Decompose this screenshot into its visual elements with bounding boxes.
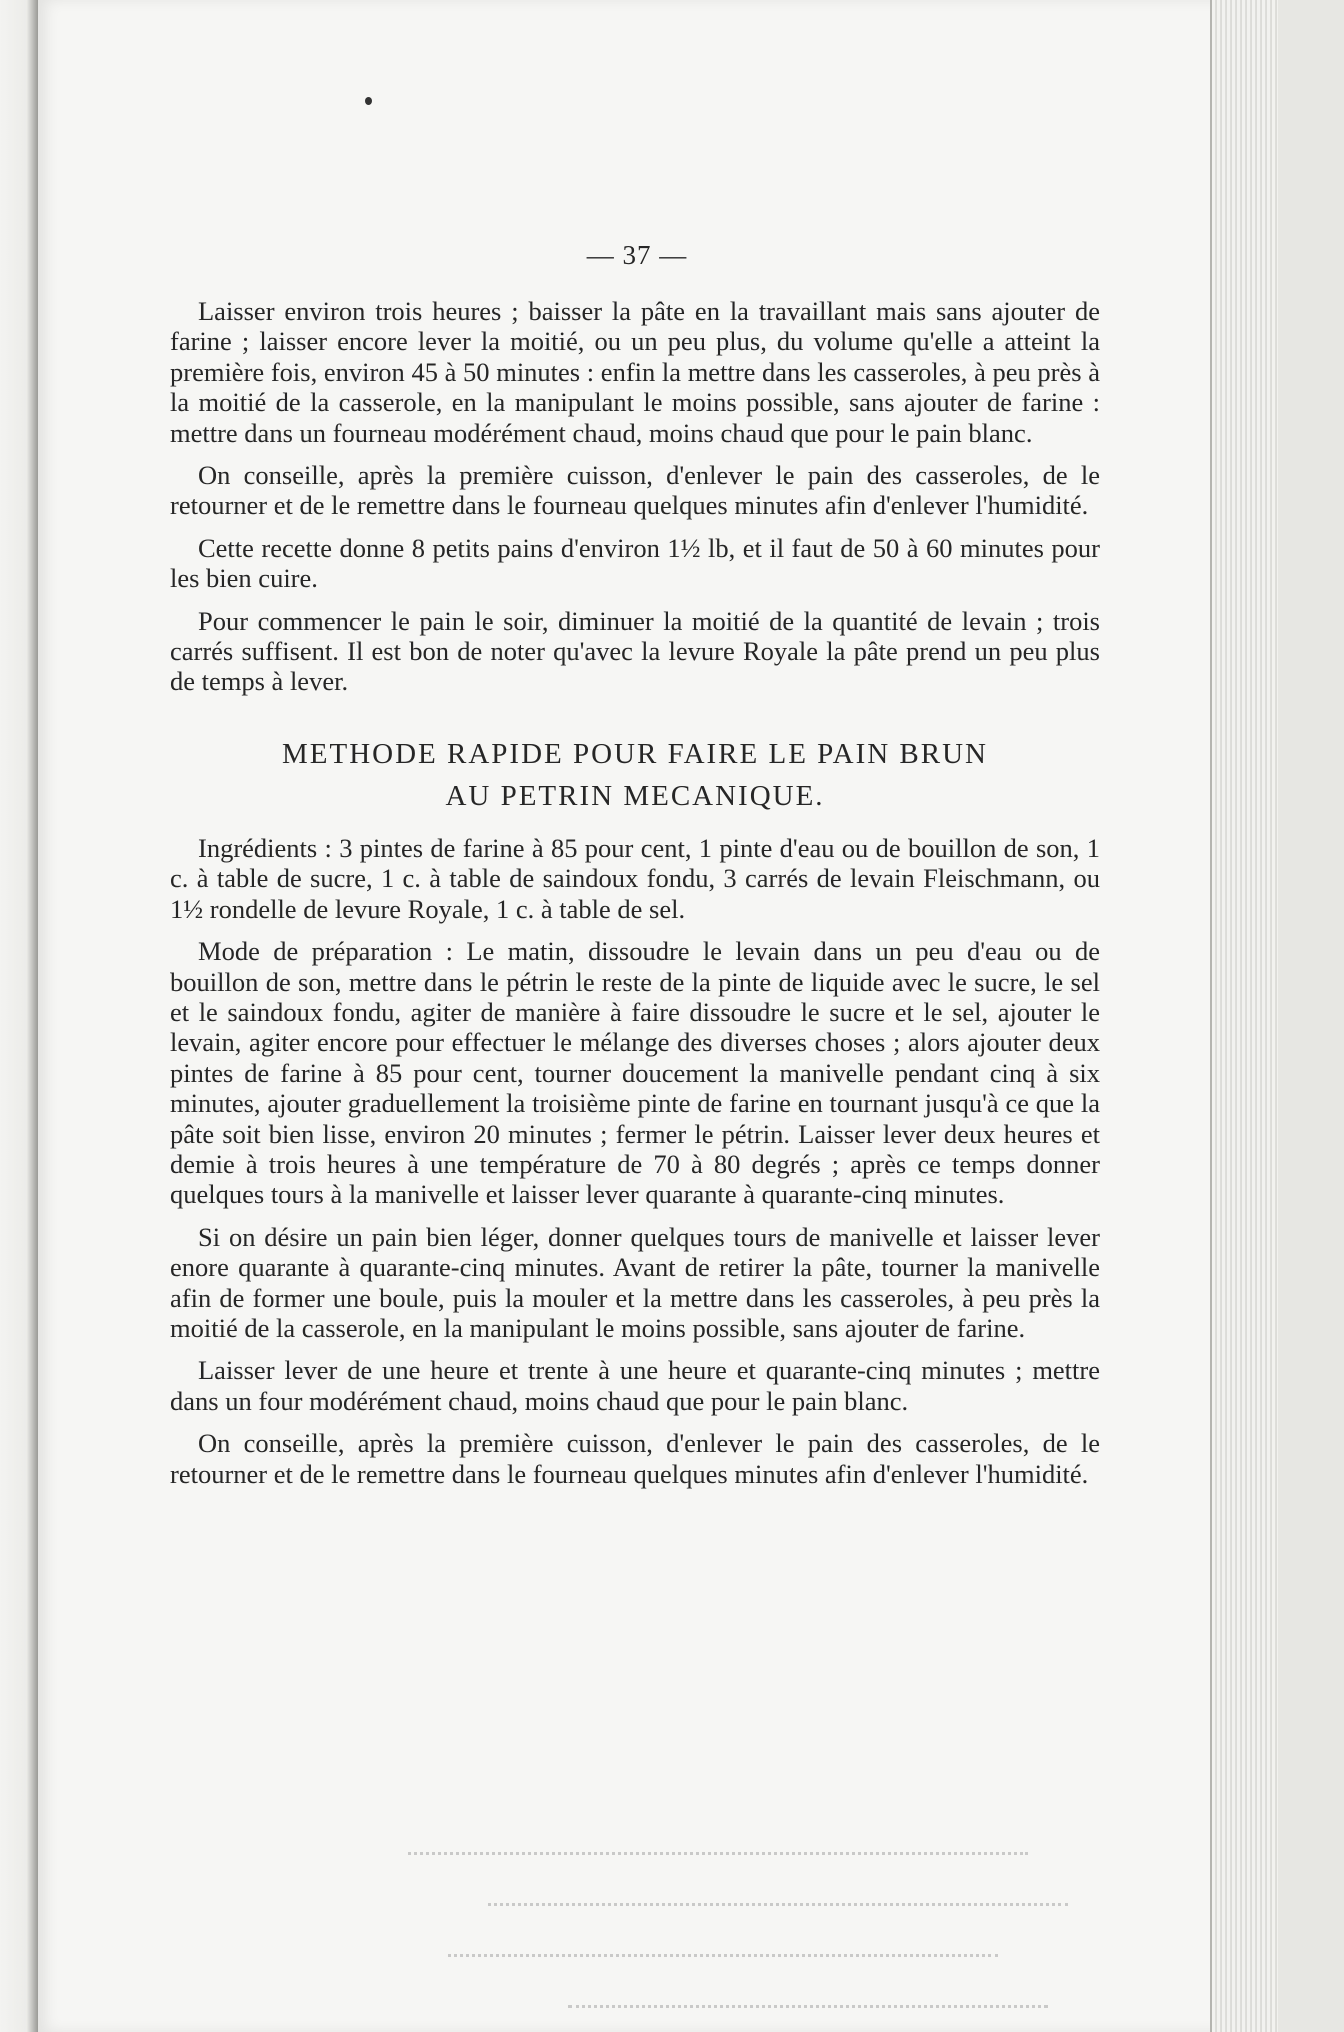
section-heading xyxy=(170,733,1100,817)
show-through-ink xyxy=(368,1818,1088,2030)
facing-page-edge xyxy=(0,0,38,2032)
paragraph: On conseille, après la première cuisson, d'enlever le pain des casseroles, de le retourner et de le remettre dans le fourneau quelques minutes afin d'enlever l'humidité. xyxy=(170,460,1100,521)
paragraph: Laisser lever de une heure et trente à une heure et quarante-cinq minutes ; mettre dans un four modérément chaud, moins chaud que pour le pain blanc. xyxy=(170,1355,1100,1416)
method-paragraph: Mode de préparation : Le matin, dissoudre le levain dans un peu d'eau ou de bouillon de son, mettre dans le pétrin le reste de la pinte de liquide avec le sucre, le sel et le saindoux fondu, agiter de manière à faire dissoudre le sucre et le sel, ajouter le levain, agiter encore pour effectuer le mélange des diverses choses ; alors ajouter deux pintes de farine à 85 pour cent, tourner doucement la manivelle pendant cinq à six minutes, ajouter graduellement la troisième pinte de farine en tournant jusqu'à ce que la pâte soit bien lisse, environ 20 minutes ; fermer le pétrin. Laisser lever deux heures et demie à trois heures à une température de 70 à 80 degrés ; après ce temps donner quelques tours à la manivelle et laisser lever quarante à quarante-cinq minutes. xyxy=(170,936,1100,1210)
paragraph: On conseille, après la première cuisson, d'enlever le pain des casseroles, de le retourner et de le remettre dans le fourneau quelques minutes afin d'enlever l'humidité. xyxy=(170,1428,1100,1489)
page-number: — 37 — xyxy=(586,240,688,270)
paragraph: Pour commencer le pain le soir, diminuer la moitié de la quantité de levain ; trois carrés suffisent. Il est bon de noter qu'avec la levure Royale la pâte prend un peu plus de temps à lever. xyxy=(170,605,1100,697)
ink-spot xyxy=(365,97,372,105)
heading-line-2: AU PETRIN MECANIQUE. xyxy=(445,779,825,812)
book-page xyxy=(38,0,1278,2032)
paragraph: Laisser environ trois heures ; baisser la pâte en la travaillant mais sans ajouter de farine ; laisser encore lever la moitié, ou un peu plus, du volume qu'elle a atteint la première fois, environ 45 à 50 minutes : enfin la mettre dans les casseroles, à peu près à la moitié de la casserole, en la manipulant le moins possible, sans ajouter de farine : mettre dans un fourneau modérément chaud, moins chaud que pour le pain blanc. xyxy=(170,296,1100,448)
page-stack-edge xyxy=(1210,0,1278,2032)
body-text xyxy=(170,296,1100,1501)
ingredients-paragraph: Ingrédients : 3 pintes de farine à 85 pour cent, 1 pinte d'eau ou de bouillon de son, 1 c. à table de sucre, 1 c. à table de saindoux fondu, 3 carrés de levain Fleischmann, ou 1½ rondelle de levure Royale, 1 c. à table de sel. xyxy=(170,832,1100,924)
heading-line-1: METHODE RAPIDE POUR FAIRE LE PAIN BRUN xyxy=(282,737,988,770)
paragraph: Si on désire un pain bien léger, donner quelques tours de manivelle et laisser lever enore quarante à quarante-cinq minutes. Avant de retirer la pâte, tourner la manivelle afin de former une boule, puis la mouler et la mettre dans les casseroles, à peu près la moitié de la casserole, en la manipulant le moins possible, sans ajouter de farine. xyxy=(170,1221,1100,1343)
paragraph: Cette recette donne 8 petits pains d'environ 1½ lb, et il faut de 50 à 60 minutes pour les bien cuire. xyxy=(170,532,1100,594)
